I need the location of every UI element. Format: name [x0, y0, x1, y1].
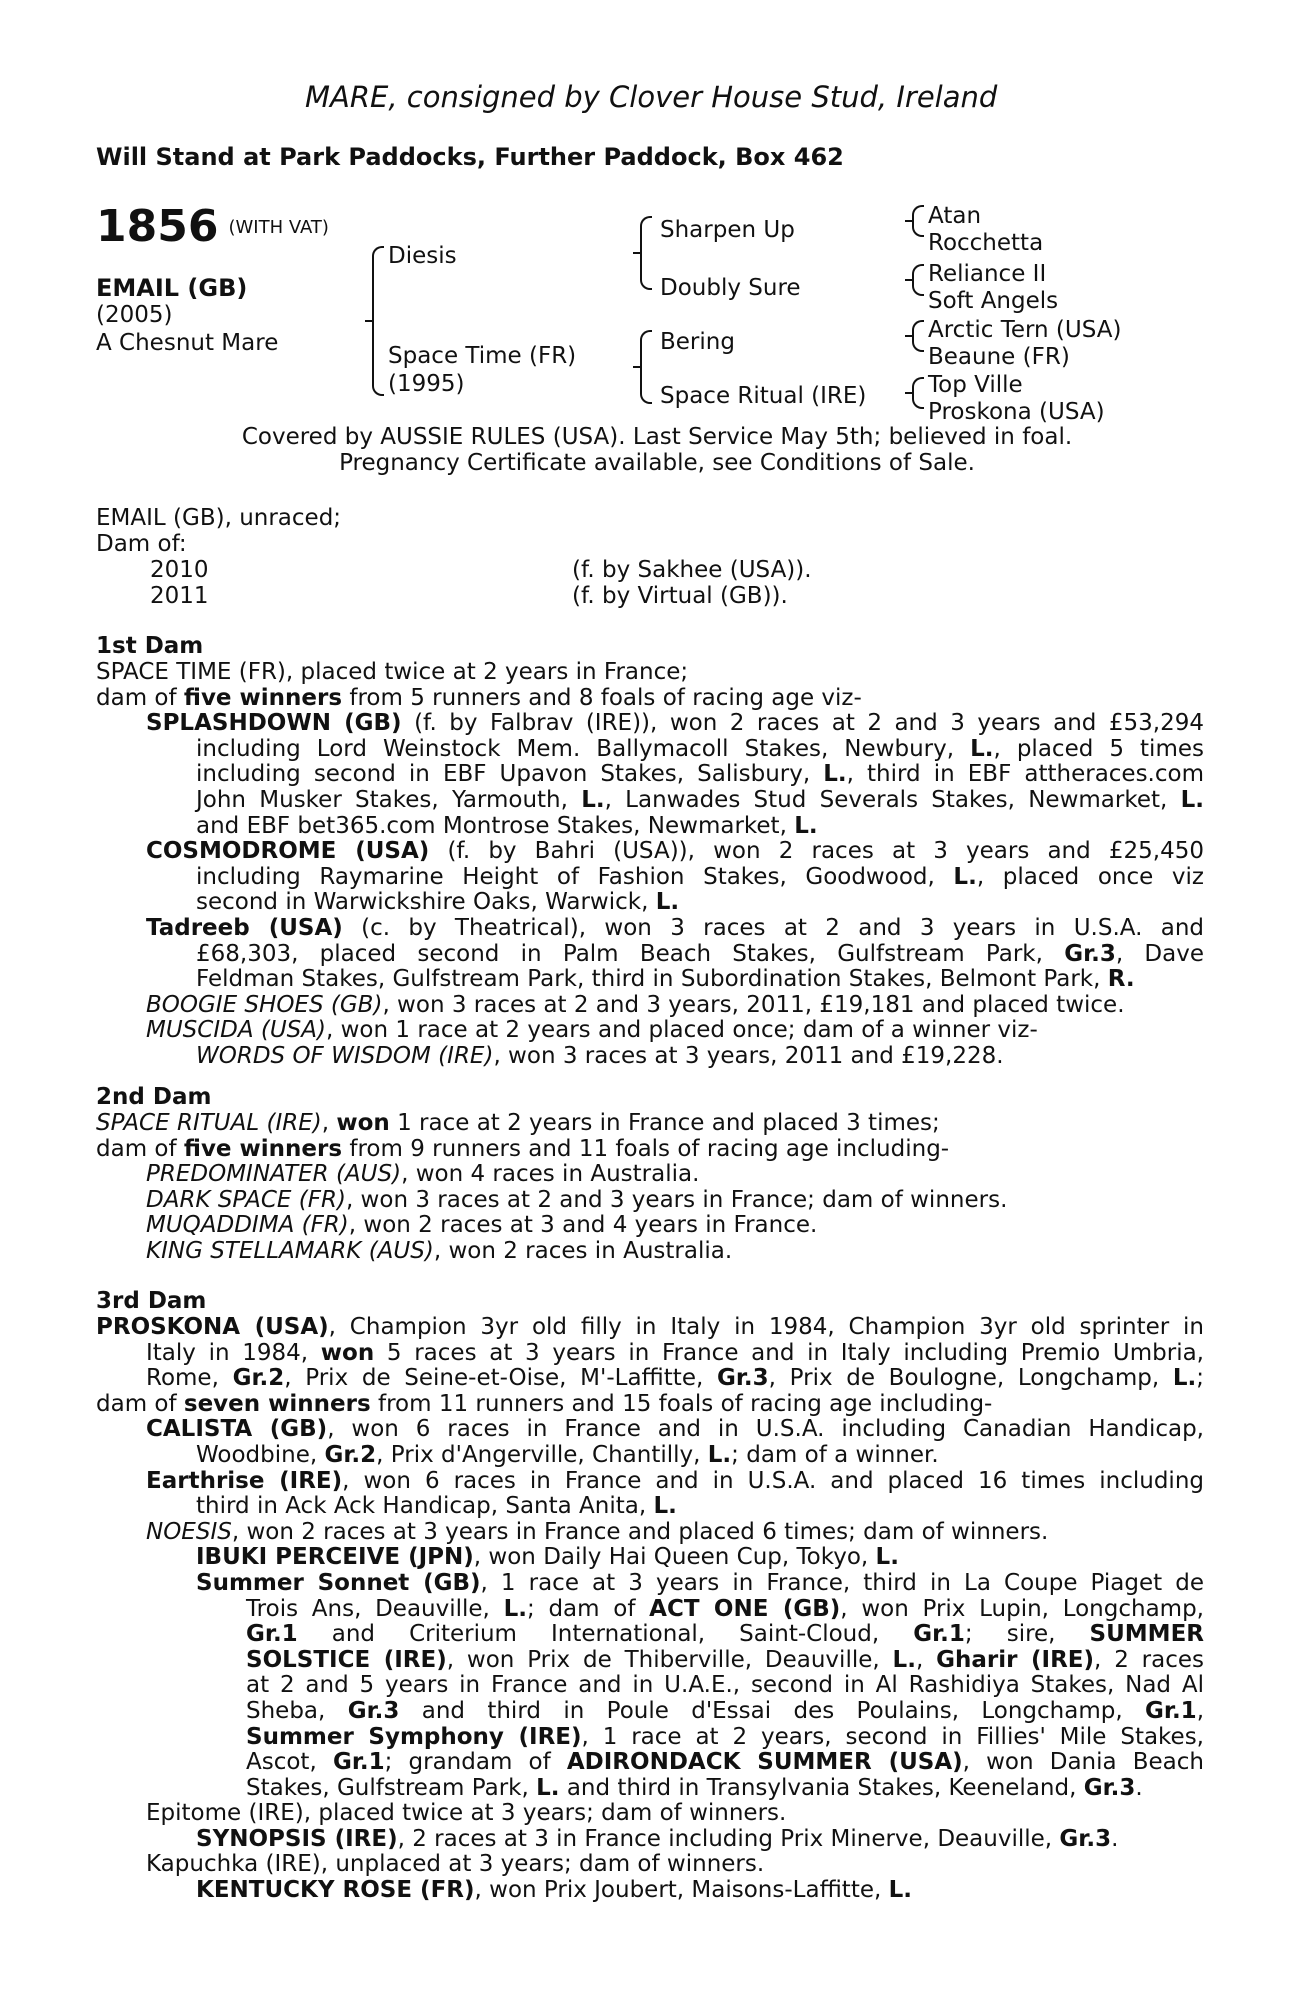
pedigree-dam-dam: Space Ritual (IRE)	[660, 383, 867, 409]
pedigree-g1: Atan	[928, 203, 982, 229]
section-third-dam: 3rd Dam	[96, 1288, 207, 1314]
pedigree-dam-sire: Bering	[660, 329, 735, 355]
pregnancy-line: Pregnancy Certificate available, see Conditions of Sale.	[339, 450, 975, 476]
pedigree-g7: Top Ville	[928, 372, 1023, 398]
pedigree-g5: Arctic Tern (USA)	[928, 317, 1122, 343]
location-line: Will Stand at Park Paddocks, Further Paddock, Box 462	[96, 143, 844, 171]
produce-year: 2011	[150, 583, 209, 609]
pedigree-dam-year: (1995)	[388, 371, 465, 397]
pedigree-dam: Space Time (FR)	[388, 343, 577, 369]
produce-year: 2010	[150, 557, 209, 583]
produce-dam-of: Dam of:	[96, 531, 187, 557]
produce-detail: (f. by Sakhee (USA)).	[572, 557, 812, 583]
pedigree-g6: Beaune (FR)	[928, 344, 1070, 370]
horse-description: A Chesnut Mare	[96, 330, 279, 356]
consignor-line: MARE, consigned by Clover House Stud, Ireland	[305, 80, 998, 114]
pedigree-sire-sire: Sharpen Up	[660, 217, 795, 243]
pedigree-g3: Reliance II	[928, 261, 1047, 287]
pedigree-sire-dam: Doubly Sure	[660, 275, 801, 301]
produce-detail: (f. by Virtual (GB)).	[572, 583, 788, 609]
second-dam-text: SPACE RITUAL (IRE), won 1 race at 2 years in France and placed 3 times; dam of five winners from 9 runners and 11 foals of racing age including- PREDOMINATER (AUS), won 4 races in Australia. DARK SPACE (FR), won 3 races at 2 and 3 years in France; dam of winners. MUQADDIMA (FR), won 2 races at 3 and 4 years in France. KING STELLAMARK (AUS), won 2 races in Australia.	[96, 1110, 1008, 1264]
horse-year: (2005)	[96, 302, 173, 328]
third-dam-text: PROSKONA (USA), Champion 3yr old filly in Italy in 1984, Champion 3yr old sprinter in Italy in 1984, won 5 races at 3 years in France and in Italy including Premio Umbria, Rome, Gr.2, Prix de Seine-et-Oise, M'-Laffitte, Gr.3, Prix de Boulogne, Longchamp, L.; dam of seven winners from 11 runners and 15 foals of racing age including- CALISTA (GB), won 6 races in France and in U.S.A. including Canadian Handicap, Woodbine, Gr.2, Prix d'Angerville, Chantilly, L.; dam of a winner. Earthrise (IRE), won 6 races in France and in U.S.A. and placed 16 times including third in Ack Ack Handicap, Santa Anita, L. NOESIS, won 2 races at 3 years in France and placed 6 times; dam of winners. IBUKI PERCEIVE (JPN), won Daily Hai Queen Cup, Tokyo, L. Summer Sonnet (GB), 1 race at 3 years in France, third in La Coupe Piaget de Trois Ans, Deauville, L.; dam of ACT ONE (GB), won Prix Lupin, Longchamp, Gr.1 and Criterium International, Saint-Cloud, Gr.1; sire, SUMMER SOLSTICE (IRE), won Prix de Thiberville, Deauville, L., Gharir (IRE), 2 races at 2 and 5 years in France and in U.A.E., second in Al Rashidiya Stakes, Nad Al Sheba, Gr.3 and third in Poule d'Essai des Poulains, Longchamp, Gr.1, Summer Symphony (IRE), 1 race at 2 years, second in Fillies' Mile Stakes, Ascot, Gr.1; grandam of ADIRONDACK SUMMER (USA), won Dania Beach Stakes, Gulfstream Park, L. and third in Transylvania Stakes, Keeneland, Gr.3. Epitome (IRE), placed twice at 3 years; dam of winners. SYNOPSIS (IRE), 2 races at 3 in France including Prix Minerve, Deauville, Gr.3. Kapuchka (IRE), unplaced at 3 years; dam of winners. KENTUCKY ROSE (FR), won Prix Joubert, Maisons-Laffitte, L.	[96, 1314, 1205, 1904]
covered-line: Covered by AUSSIE RULES (USA). Last Service May 5th; believed in foal.	[241, 424, 1073, 450]
section-first-dam: 1st Dam	[96, 633, 204, 659]
vat-label: (WITH VAT)	[228, 217, 329, 238]
lot-number-block	[96, 202, 329, 253]
pedigree-g2: Rocchetta	[928, 230, 1044, 256]
pedigree-g8: Proskona (USA)	[928, 399, 1105, 425]
produce-intro: EMAIL (GB), unraced;	[96, 505, 342, 531]
pedigree-sire: Diesis	[388, 243, 457, 269]
pedigree-g4: Soft Angels	[928, 288, 1059, 314]
section-second-dam: 2nd Dam	[96, 1084, 212, 1110]
first-dam-text: SPACE TIME (FR), placed twice at 2 years in France; dam of five winners from 5 runners and 8 foals of racing age viz- SPLASHDOWN (GB) (f. by Falbrav (IRE)), won 2 races at 2 and 3 years and £53,294 including Lord Weinstock Mem. Ballymacoll Stakes, Newbury, L., placed 5 times including second in EBF Upavon Stakes, Salisbury, L., third in EBF attheraces.com John Musker Stakes, Yarmouth, L., Lanwades Stud Severals Stakes, Newmarket, L. and EBF bet365.com Montrose Stakes, Newmarket, L. COSMODROME (USA) (f. by Bahri (USA)), won 2 races at 3 years and £25,450 including Raymarine Height of Fashion Stakes, Goodwood, L., placed once viz second in Warwickshire Oaks, Warwick, L. Tadreeb (USA) (c. by Theatrical), won 3 races at 2 and 3 years in U.S.A. and £68,303, placed second in Palm Beach Stakes, Gulfstream Park, Gr.3, Dave Feldman Stakes, Gulfstream Park, third in Subordination Stakes, Belmont Park, R. BOOGIE SHOES (GB), won 3 races at 2 and 3 years, 2011, £19,181 and placed twice. MUSCIDA (USA), won 1 race at 2 years and placed once; dam of a winner viz- WORDS OF WISDOM (IRE), won 3 races at 3 years, 2011 and £19,228.	[96, 659, 1204, 1069]
horse-name: EMAIL (GB)	[96, 274, 248, 302]
lot-number: 1856	[96, 201, 219, 252]
